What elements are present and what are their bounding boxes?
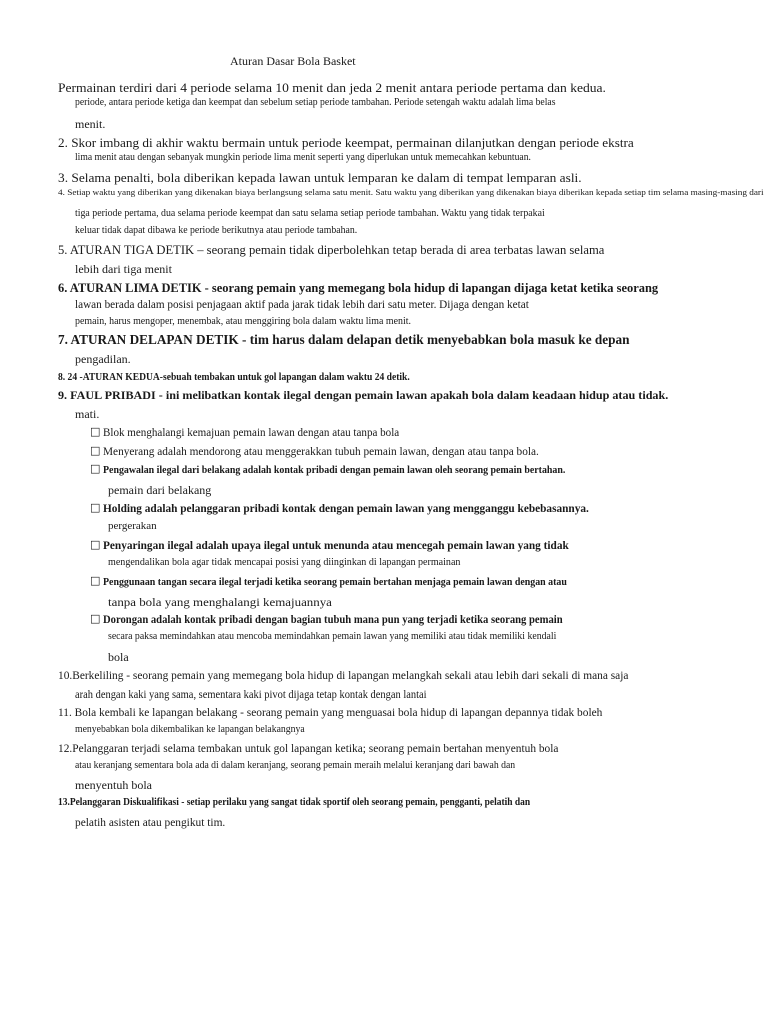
checkbox-bullet-icon: □ (90, 425, 101, 438)
bullet-text: Penggunaan tangan secara ilegal terjadi ketika seorang pemain bertahan menjaga pemain lawan dengan atau (103, 576, 568, 588)
bullet-item (90, 445, 566, 457)
rule-item-2: 2. Skor imbang di akhir waktu bermain untuk periode keempat, permainan dilanjutkan dengan periode ekstra (58, 135, 634, 150)
paragraph-line: periode, antara periode ketiga dan keempat dan sebelum setiap periode tambahan. Periode setengah waktu adalah lima belas (75, 97, 556, 108)
paragraph-line: mati. (75, 407, 100, 421)
checkbox-bullet-icon: □ (90, 612, 101, 625)
rule-item-12: 12.Pelanggaran terjadi selama tembakan untuk gol lapangan ketika; seorang pemain bertahan menyentuh bola (58, 741, 559, 755)
bullet-item (90, 613, 623, 625)
checkbox-bullet-icon: □ (90, 501, 101, 514)
paragraph-line: lawan berada dalam posisi penjagaan aktif pada jarak tidak lebih dari satu meter. Dijaga dengan ketat (75, 297, 529, 311)
paragraph-line: pelatih asisten atau pengikut tim. (75, 815, 226, 829)
rule-item-6: 6. ATURAN LIMA DETIK - seorang pemain yang memegang bola hidup di lapangan dijaga ketat ketika seorang (58, 280, 659, 295)
paragraph-line: tanpa bola yang menghalangi kemajuannya (108, 595, 332, 609)
paragraph-line: atau keranjang sementara bola ada di dalam keranjang, seorang pemain meraih melalui keranjang dari bawah dan (75, 760, 516, 771)
bullet-text: Blok menghalangi kemajuan pemain lawan dengan atau tanpa bola (103, 425, 400, 439)
rule-item-13: 13.Pelanggaran Diskualifikasi - setiap perilaku yang sangat tidak sportif oleh seorang pemain, pengganti, pelatih dan (58, 796, 531, 808)
checkbox-bullet-icon: □ (90, 462, 101, 475)
bullet-item (90, 576, 618, 588)
bullet-text: Holding adalah pelanggaran pribadi kontak dengan pemain lawan yang mengganggu kebebasannya. (103, 501, 590, 515)
bullet-text: Menyerang adalah mendorong atau menggerakkan tubuh pemain lawan, dengan atau tanpa bola. (103, 444, 540, 458)
paragraph-line: tiga periode pertama, dua selama periode keempat dan satu selama setiap periode tambahan. Waktu yang tidak terpakai (75, 207, 545, 219)
bullet-text: Dorongan adalah kontak pribadi dengan bagian tubuh mana pun yang terjadi ketika seorang pemain (103, 612, 564, 626)
document-title: Aturan Dasar Bola Basket (230, 54, 356, 68)
bullet-text: Penyaringan ilegal adalah upaya ilegal untuk menunda atau mencegah pemain lawan yang tidak (103, 538, 570, 552)
paragraph-line: lima menit atau dengan sebanyak mungkin periode lima menit seperti yang diperlukan untuk memecahkan kebuntuan. (75, 152, 531, 163)
checkbox-bullet-icon: □ (90, 538, 101, 551)
paragraph-line: bola (108, 650, 129, 664)
paragraph-line: pergerakan (108, 520, 157, 532)
rule-item-10: 10.Berkeliling - seorang pemain yang memegang bola hidup di lapangan melangkah sekali atau lebih dari sekali di mana saja (58, 668, 629, 682)
bullet-item (90, 464, 617, 476)
paragraph-line: lebih dari tiga menit (75, 262, 172, 276)
bullet-item (90, 539, 598, 551)
rule-item-8: 8. 24 -ATURAN KEDUA-sebuah tembakan untuk gol lapangan dalam waktu 24 detik. (58, 371, 410, 383)
checkbox-bullet-icon: □ (90, 574, 101, 587)
bullet-text: Pengawalan ilegal dari belakang adalah kontak pribadi dengan pemain lawan oleh seorang pemain bertahan. (103, 464, 566, 476)
paragraph-line: Permainan terdiri dari 4 periode selama 10 menit dan jeda 2 menit antara periode pertama dan kedua. (58, 80, 606, 95)
bullet-item (90, 502, 619, 514)
paragraph-line: menit. (75, 117, 106, 131)
paragraph-line: pengadilan. (75, 352, 131, 366)
paragraph-line: menyentuh bola (75, 778, 152, 792)
paragraph-line: arah dengan kaki yang sama, sementara kaki pivot dijaga tetap kontak dengan lantai (75, 687, 427, 701)
bullet-item (90, 426, 425, 438)
rule-item-4: 4. Setiap waktu yang diberikan yang dikenakan biaya berlangsung selama satu menit. Satu waktu yang diberikan yang dikenakan biaya diberikan kepada setiap tim selama masing-masing dari (58, 188, 764, 197)
rule-item-3: 3. Selama penalti, bola diberikan kepada lawan untuk lemparan ke dalam di tempat lemparan asli. (58, 170, 582, 185)
paragraph-line: pemain, harus mengoper, menembak, atau menggiring bola dalam waktu lima menit. (75, 316, 411, 327)
paragraph-line: mengendalikan bola agar tidak mencapai posisi yang diinginkan di lapangan permainan (108, 557, 461, 568)
paragraph-line: menyebabkan bola dikembalikan ke lapangan belakangnya (75, 724, 305, 735)
rule-item-5: 5. ATURAN TIGA DETIK – seorang pemain tidak diperbolehkan tetap berada di area terbatas lawan selama (58, 242, 605, 257)
paragraph-line: pemain dari belakang (108, 483, 212, 497)
rule-item-9: 9. FAUL PRIBADI - ini melibatkan kontak ilegal dengan pemain lawan apakah bola dalam keadaan hidup atau tidak. (58, 388, 669, 402)
checkbox-bullet-icon: □ (90, 444, 101, 457)
paragraph-line: keluar tidak dapat dibawa ke periode berikutnya atau periode tambahan. (75, 225, 358, 236)
paragraph-line: secara paksa memindahkan atau mencoba memindahkan pemain lawan yang memiliki atau tidak memiliki kendali (108, 631, 557, 642)
rule-item-11: 11. Bola kembali ke lapangan belakang - seorang pemain yang menguasai bola hidup di lapangan depannya tidak boleh (58, 705, 603, 719)
rule-item-7: 7. ATURAN DELAPAN DETIK - tim harus dalam delapan detik menyebabkan bola masuk ke depan (58, 333, 630, 348)
